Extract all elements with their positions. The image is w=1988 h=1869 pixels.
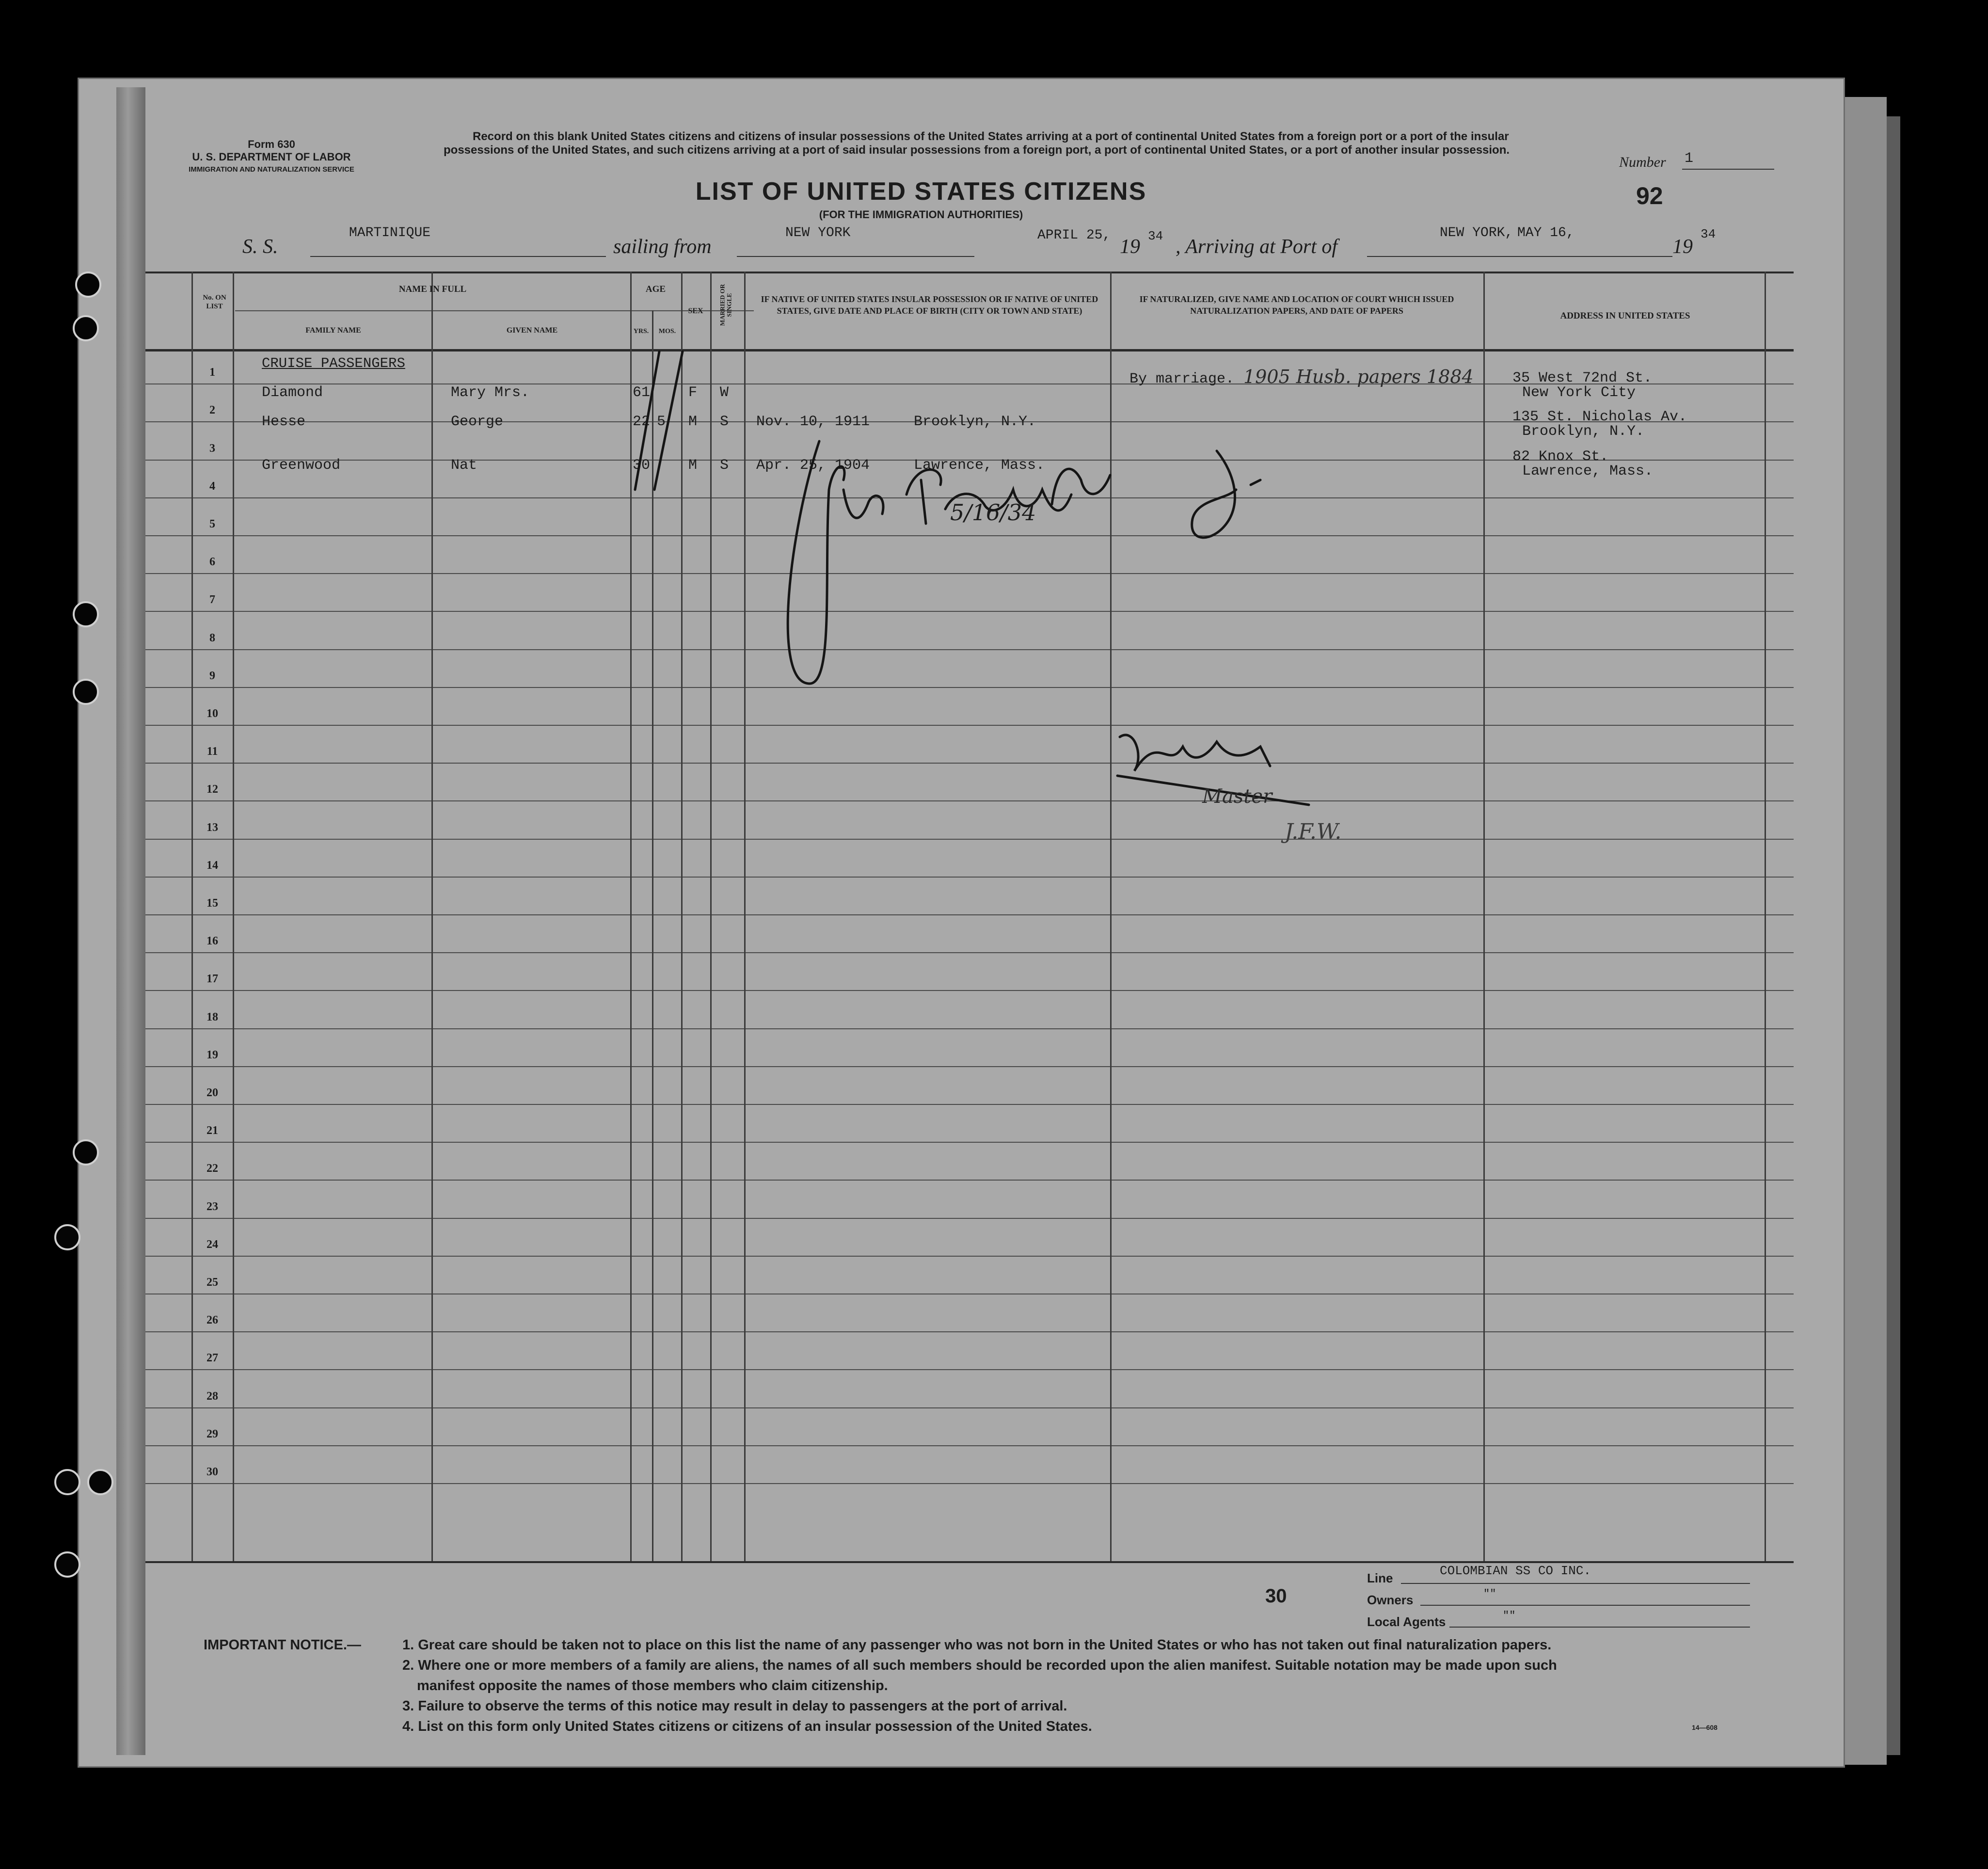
row-number: 28 <box>207 1390 218 1403</box>
row-number: 19 <box>207 1049 218 1061</box>
arrival-year-prefix: 19 <box>1672 236 1693 258</box>
department-name: U. S. DEPARTMENT OF LABOR <box>192 151 351 163</box>
binding-hole <box>87 1469 113 1495</box>
header-bottom-rule <box>145 349 1794 351</box>
notice-item-3: 3. Failure to observe the terms of this notice may result in delay to passengers at the port of arrival. <box>402 1698 1067 1714</box>
binding-hole <box>54 1469 80 1495</box>
column-rule <box>652 310 653 1561</box>
binding-hole <box>73 601 99 627</box>
row-number: 12 <box>207 783 218 796</box>
address-line2: Lawrence, Mass. <box>1522 463 1654 479</box>
row-rule <box>145 952 1794 953</box>
number-value: 1 <box>1685 150 1694 167</box>
ship-name: MARTINIQUE <box>349 225 431 240</box>
arrival-year: 34 <box>1701 227 1716 241</box>
departure-year: 34 <box>1148 229 1163 243</box>
column-rule <box>191 272 193 1561</box>
form-instructions: Record on this blank United States citizens and citizens of insular possessions of the United States arriving at a port of continental United States from a foreign port or a port of the insular possessions of the United States, and such citizens arriving at a port of said insular possessions from a foreign port, a port of continental United States, or a port of another insular possession. <box>444 130 1510 157</box>
row-number: 3 <box>209 442 215 455</box>
line-value: COLOMBIAN SS CO INC. <box>1440 1564 1591 1578</box>
address-line2: New York City <box>1522 384 1636 401</box>
column-rule <box>233 272 234 1561</box>
marital-cell: W <box>720 384 729 401</box>
col-yrs: YRS. <box>633 328 649 335</box>
given-name-cell: George <box>451 414 504 430</box>
given-name-cell: Mary Mrs. <box>451 384 530 401</box>
departure-date: APRIL 25, <box>1037 228 1111 243</box>
age-yrs-cell: 61 <box>633 384 651 401</box>
sex-cell: M <box>688 414 698 430</box>
col-mos: MOS. <box>658 328 676 335</box>
given-name-cell: Nat <box>451 457 477 474</box>
page-number: 92 <box>1636 182 1663 209</box>
binding-hole <box>73 315 99 341</box>
passenger-table <box>145 272 1794 1561</box>
row-number: 29 <box>207 1428 218 1440</box>
col-age: AGE <box>645 284 666 294</box>
row-number: 6 <box>209 556 215 568</box>
row-number: 1 <box>209 366 215 379</box>
print-code: 14—608 <box>1692 1724 1718 1731</box>
row-number: 9 <box>209 670 215 682</box>
binding-hole <box>73 1139 99 1166</box>
age-yrs-cell: 22 <box>633 414 651 430</box>
row-number: 21 <box>207 1124 218 1137</box>
form-id-block <box>184 138 359 176</box>
section-label: CRUISE PASSENGERS <box>262 355 405 371</box>
check-marks <box>625 349 693 495</box>
row-number: 30 <box>207 1466 218 1478</box>
page-subtitle: (FOR THE IMMIGRATION AUTHORITIES) <box>819 208 1023 221</box>
row-rule <box>145 1369 1794 1370</box>
row-number: 7 <box>209 593 215 606</box>
row-rule <box>145 1028 1794 1029</box>
binding-hole <box>54 1551 80 1578</box>
line-underline <box>1401 1583 1750 1584</box>
row-number: 11 <box>207 745 218 758</box>
col-family-name: FAMILY NAME <box>305 326 361 335</box>
row-rule <box>145 990 1794 991</box>
birth-place-cell: Lawrence, Mass. <box>914 457 1045 474</box>
inspector-date: 5/16/34 <box>950 499 1036 526</box>
arrival-underline <box>1367 256 1672 257</box>
line-label: Line <box>1367 1571 1393 1585</box>
family-name-cell: Diamond <box>262 384 323 401</box>
row-number: 26 <box>207 1314 218 1326</box>
row-rule <box>145 1066 1794 1067</box>
column-rule <box>744 272 746 1561</box>
sailing-label: sailing from <box>613 236 712 258</box>
agents-value: "" <box>1503 1610 1516 1622</box>
age-mos-cell: 5 <box>657 414 666 430</box>
row-rule <box>145 1331 1794 1332</box>
col-married: MARRIED OR SINGLE <box>718 284 733 326</box>
header-subrule <box>235 310 754 311</box>
col-name-in-full: NAME IN FULL <box>398 284 467 294</box>
col-no-on-list: No. ON LIST <box>203 294 226 310</box>
row-number: 5 <box>209 518 215 530</box>
arrival-port: NEW YORK, <box>1440 225 1513 240</box>
table-bottom-rule <box>145 1561 1794 1563</box>
row-rule <box>145 1407 1794 1408</box>
col-sex: SEX <box>688 307 703 315</box>
agents-underline <box>1449 1627 1750 1628</box>
sex-cell: F <box>688 384 698 401</box>
birth-place-cell: Brooklyn, N.Y. <box>914 414 1036 430</box>
row-rule <box>145 1180 1794 1181</box>
col-birth: IF NATIVE OF UNITED STATES INSULAR POSSESSION OR IF NATIVE OF UNITED STATES, GIVE DATE AND PLACE OF BIRTH (CITY OR TOWN AND STATE) <box>761 294 1098 316</box>
marital-cell: S <box>720 457 729 474</box>
row-rule <box>145 1256 1794 1257</box>
row-number: 14 <box>207 859 218 872</box>
row-rule <box>145 1445 1794 1446</box>
address-line2: Brooklyn, N.Y. <box>1522 423 1645 440</box>
notice-item-2: 2. Where one or more members of a family are aliens, the names of all such members should be recorded upon the alien manifest. Suitable notation may be made upon such <box>402 1658 1557 1673</box>
table-top-rule <box>145 272 1794 273</box>
row-rule <box>145 1142 1794 1143</box>
row-number: 16 <box>207 935 218 947</box>
address-line1: 82 Knox St. <box>1512 448 1609 465</box>
row-number: 20 <box>207 1086 218 1099</box>
number-underline <box>1682 169 1774 170</box>
binding-hole <box>54 1224 80 1250</box>
birth-date-cell: Apr. 25, 1904 <box>756 457 870 474</box>
col-given-name: GIVEN NAME <box>506 326 558 335</box>
number-label: Number <box>1619 154 1666 170</box>
owners-value: "" <box>1483 1588 1496 1600</box>
row-number: 13 <box>207 821 218 834</box>
birth-date-cell: Nov. 10, 1911 <box>756 414 870 430</box>
row-number: 25 <box>207 1276 218 1289</box>
column-rule <box>1765 272 1766 1561</box>
binding-hole <box>75 272 101 298</box>
sex-cell: M <box>688 457 698 474</box>
notice-item-4: 4. List on this form only United States citizens or citizens of an insular possession of the United States. <box>402 1719 1092 1734</box>
row-number: 24 <box>207 1238 218 1251</box>
family-name-cell: Greenwood <box>262 457 341 474</box>
column-rule <box>710 272 712 1561</box>
row-number: 4 <box>209 480 215 493</box>
owners-label: Owners <box>1367 1593 1414 1607</box>
row-number: 18 <box>207 1011 218 1023</box>
ship-underline <box>310 256 606 257</box>
row-rule <box>145 1483 1794 1484</box>
form-number: Form 630 <box>248 138 295 150</box>
owners-underline <box>1420 1605 1750 1606</box>
initials: J.F.W. <box>1285 819 1342 844</box>
row-rule <box>145 1104 1794 1105</box>
naturalized-handwritten: 1905 Husb. papers 1884 <box>1243 366 1474 387</box>
row-number: 23 <box>207 1200 218 1213</box>
row-number: 10 <box>207 707 218 720</box>
row-number: 8 <box>209 632 215 644</box>
marital-cell: S <box>720 414 729 430</box>
binding-strip <box>116 87 145 1755</box>
master-label: Master <box>1202 785 1272 808</box>
family-name-cell: Hesse <box>262 414 306 430</box>
departure-underline <box>737 256 974 257</box>
page-title: LIST OF UNITED STATES CITIZENS <box>695 177 1147 206</box>
row-number: 27 <box>207 1352 218 1364</box>
row-number: 22 <box>207 1162 218 1175</box>
departure-year-prefix: 19 <box>1120 236 1140 258</box>
naturalized-cell: By marriage. <box>1129 371 1235 387</box>
address-line1: 35 West 72nd St. <box>1512 370 1653 386</box>
notice-item-1: 1. Great care should be taken not to place on this list the name of any passenger who was not born in the United States or who has not taken out final naturalization papers. <box>402 1637 1552 1653</box>
arrival-date: MAY 16, <box>1517 225 1574 240</box>
notice-heading: IMPORTANT NOTICE.— <box>204 1637 361 1653</box>
age-yrs-cell: 30 <box>633 457 651 474</box>
notice-item-2-cont: manifest opposite the names of those members who claim citizenship. <box>417 1678 888 1693</box>
agents-label: Local Agents <box>1367 1614 1446 1629</box>
column-rule <box>431 272 433 1561</box>
row-number: 17 <box>207 973 218 985</box>
row-number: 2 <box>209 404 215 416</box>
row-number: 15 <box>207 897 218 910</box>
arriving-label: , Arriving at Port of <box>1176 236 1338 258</box>
departure-port: NEW YORK <box>785 225 851 240</box>
col-naturalized: IF NATURALIZED, GIVE NAME AND LOCATION OF COURT WHICH ISSUED NATURALIZATION PAPERS, AND DATE OF PAPERS <box>1139 294 1454 316</box>
ss-label: S. S. <box>242 236 278 258</box>
service-name: IMMIGRATION AND NATURALIZATION SERVICE <box>189 165 354 174</box>
row-rule <box>145 1218 1794 1219</box>
column-rule <box>1483 272 1485 1561</box>
col-address: ADDRESS IN UNITED STATES <box>1560 311 1690 321</box>
total-count: 30 <box>1265 1585 1287 1607</box>
binding-hole <box>73 679 99 705</box>
address-line1: 135 St. Nicholas Av. <box>1512 409 1687 425</box>
